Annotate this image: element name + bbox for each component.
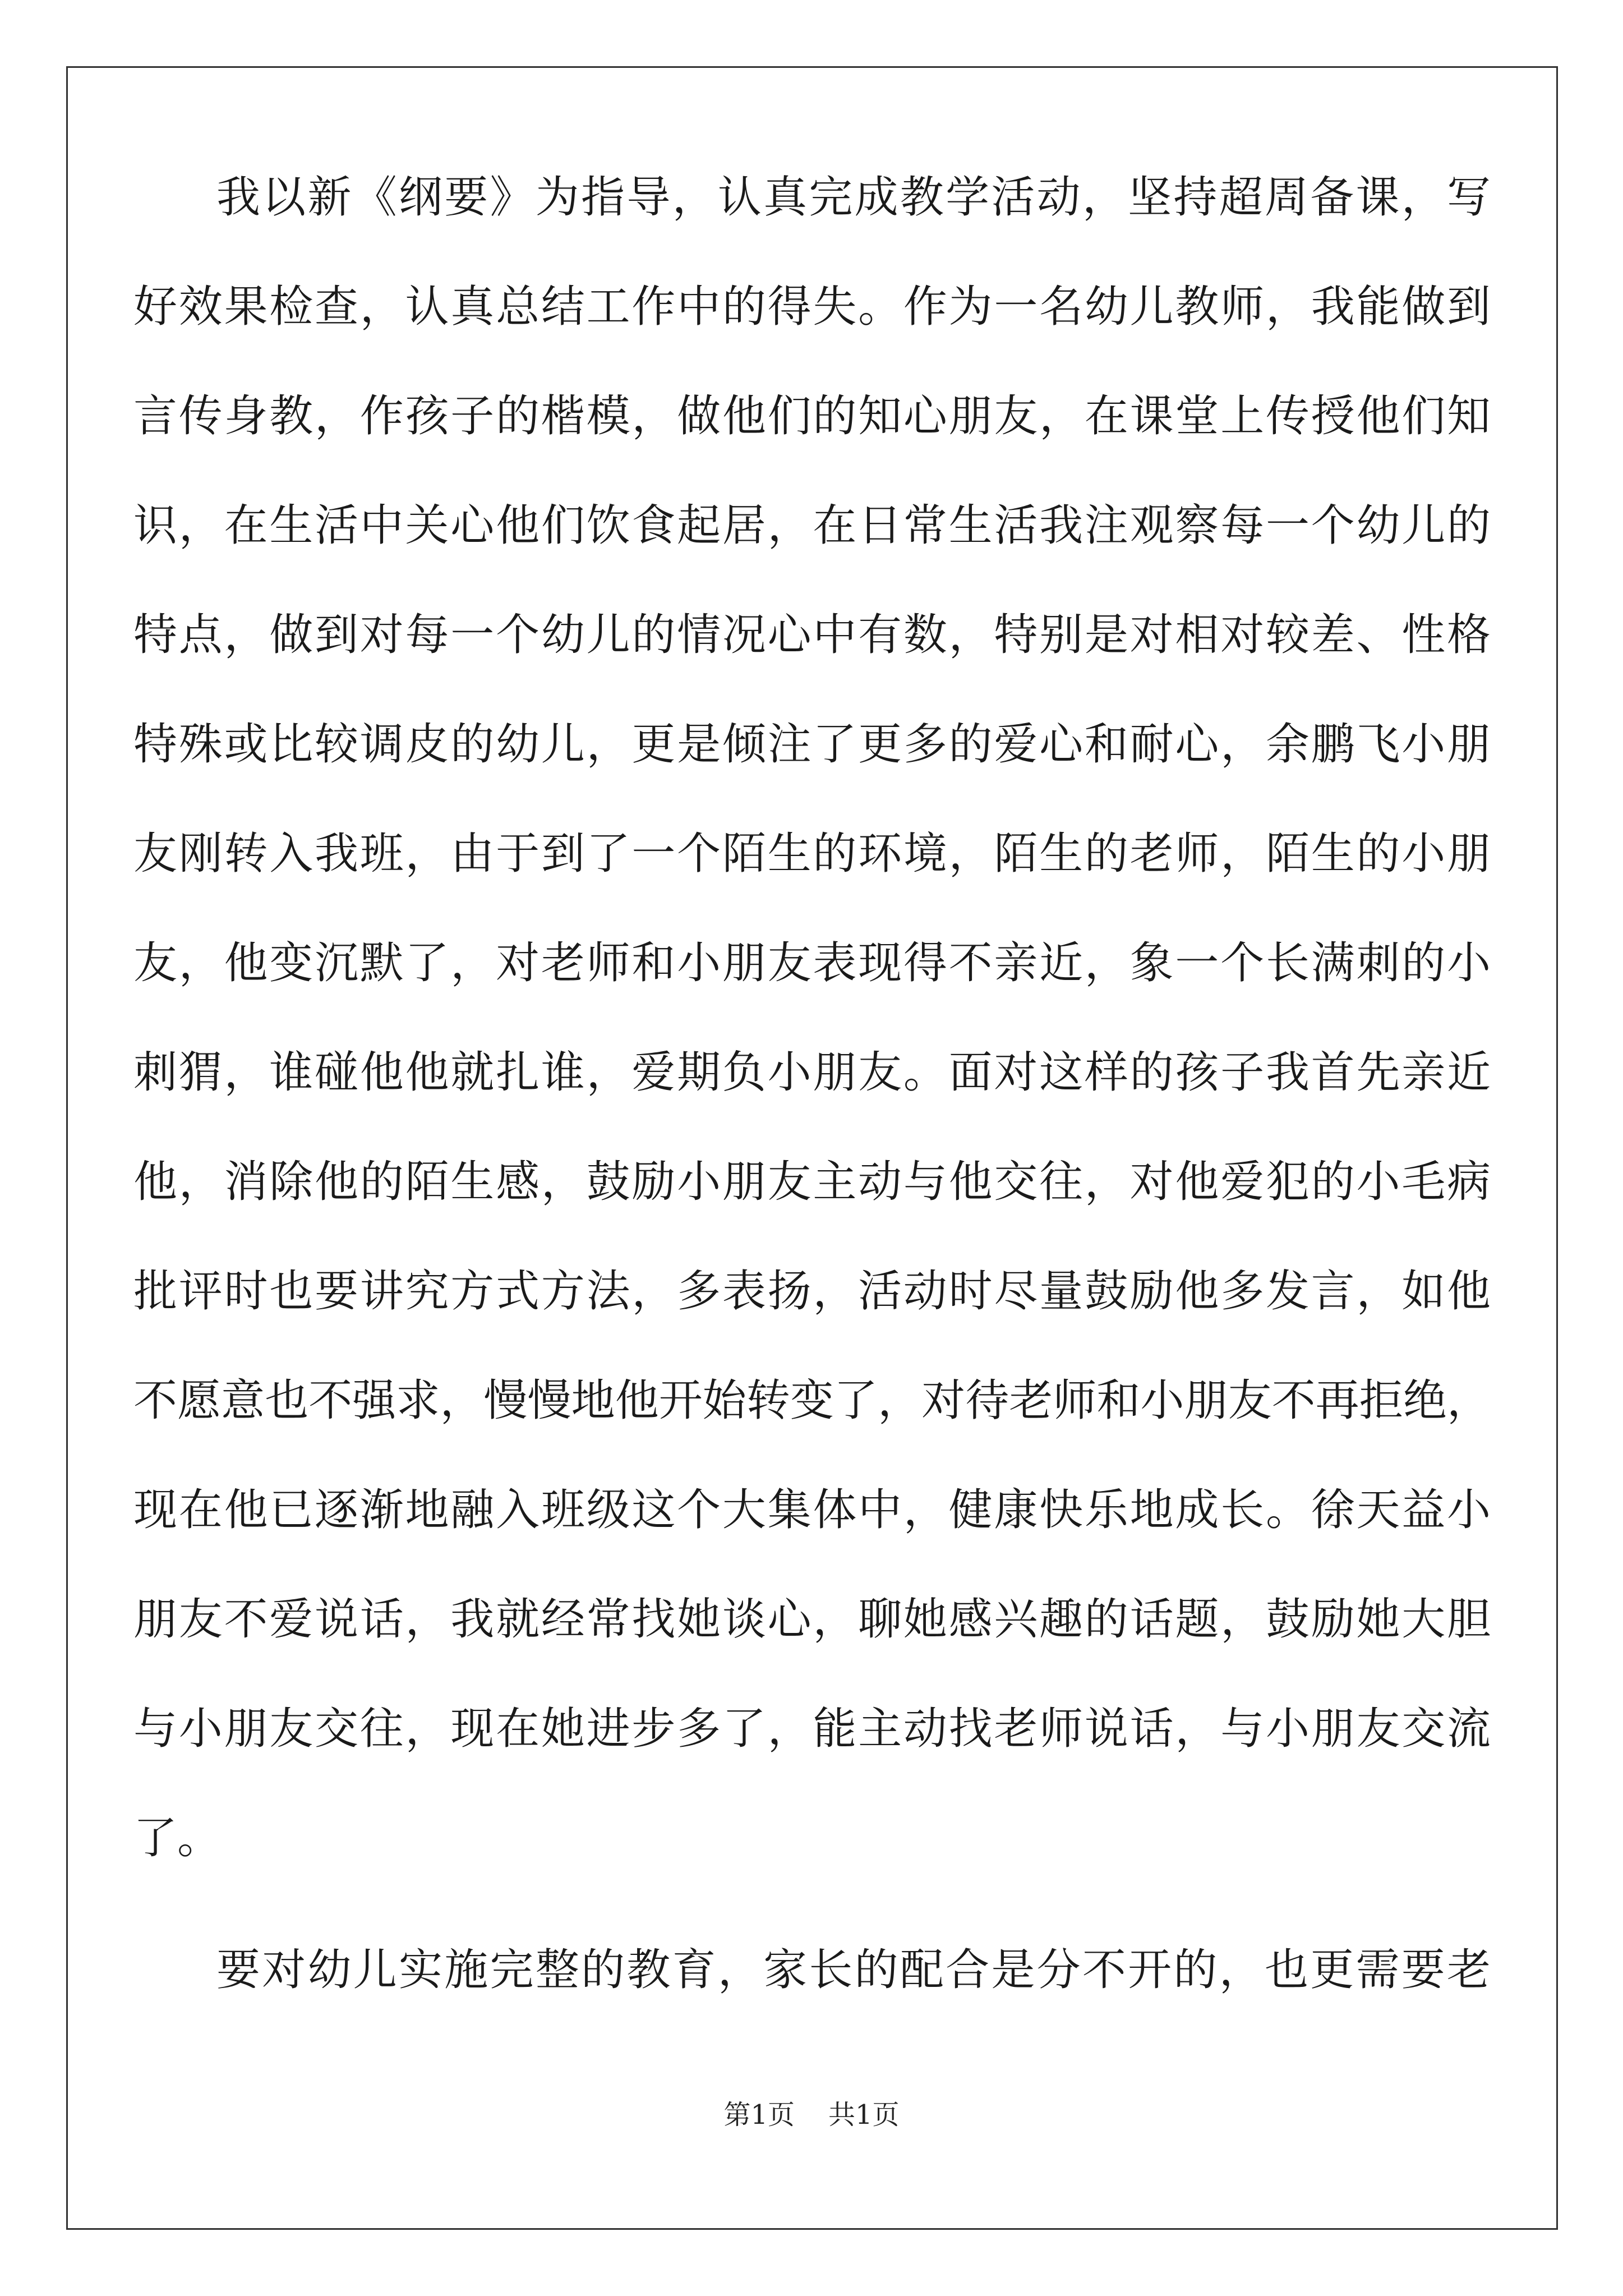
- paragraph-1-line-3: 言传身教，作孩子的楷模，做他们的知心朋友，在课堂上传授他们知: [133, 391, 1491, 441]
- paragraph-1-line-8: 友，他变沉默了，对老师和小朋友表现得不亲近，象一个长满刺的小: [133, 938, 1491, 988]
- paragraph-1-line-12: 不愿意也不强求，慢慢地他开始转变了，对待老师和小朋友不再拒绝，: [133, 1375, 1491, 1426]
- paragraph-1-line-6: 特殊或比较调皮的幼儿，更是倾注了更多的爱心和耐心，余鹏飞小朋: [133, 719, 1491, 770]
- paragraph-1-line-11: 批评时也要讲究方式方法，多表扬，活动时尽量鼓励他多发言，如他: [133, 1266, 1491, 1317]
- page-number-current: 第1页: [723, 2099, 795, 2131]
- paragraph-1-line-9: 刺猬，谁碰他他就扎谁，爱期负小朋友。面对这样的孩子我首先亲近: [133, 1047, 1491, 1098]
- page-footer: [0, 2098, 1623, 2132]
- paragraph-1-line-7: 友刚转入我班，由于到了一个陌生的环境，陌生的老师，陌生的小朋: [133, 829, 1491, 879]
- paragraph-2-line-1: 要对幼儿实施完整的教育，家长的配合是分不开的，也更需要老: [216, 1945, 1491, 1995]
- paragraph-spacer: [133, 1893, 1491, 1916]
- paragraph-1-line-4: 识，在生活中关心他们饮食起居，在日常生活我注观察每一个幼儿的: [133, 500, 1491, 551]
- paragraph-1-line-14: 朋友不爱说话，我就经常找她谈心，聊她感兴趣的话题，鼓励她大胆: [133, 1594, 1491, 1645]
- paragraph-1-line-1: 我以新《纲要》为指导，认真完成教学活动，坚持超周备课，写: [216, 172, 1491, 223]
- document-body: [133, 143, 1491, 2025]
- paragraph-1-line-10: 他，消除他的陌生感，鼓励小朋友主动与他交往，对他爱犯的小毛病: [133, 1157, 1491, 1207]
- paragraph-1-line-2: 好效果检查，认真总结工作中的得失。作为一名幼儿教师，我能做到: [133, 282, 1491, 332]
- paragraph-1-line-13: 现在他已逐渐地融入班级这个大集体中，健康快乐地成长。徐天益小: [133, 1485, 1491, 1535]
- paragraph-1-line-5: 特点，做到对每一个幼儿的情况心中有数，特别是对相对较差、性格: [133, 610, 1491, 660]
- paragraph-1-line-15: 与小朋友交往，现在她进步多了，能主动找老师说话，与小朋友交流: [133, 1704, 1491, 1754]
- page-number-total: 共1页: [828, 2099, 900, 2131]
- paragraph-1-line-16: 了。: [133, 1813, 222, 1864]
